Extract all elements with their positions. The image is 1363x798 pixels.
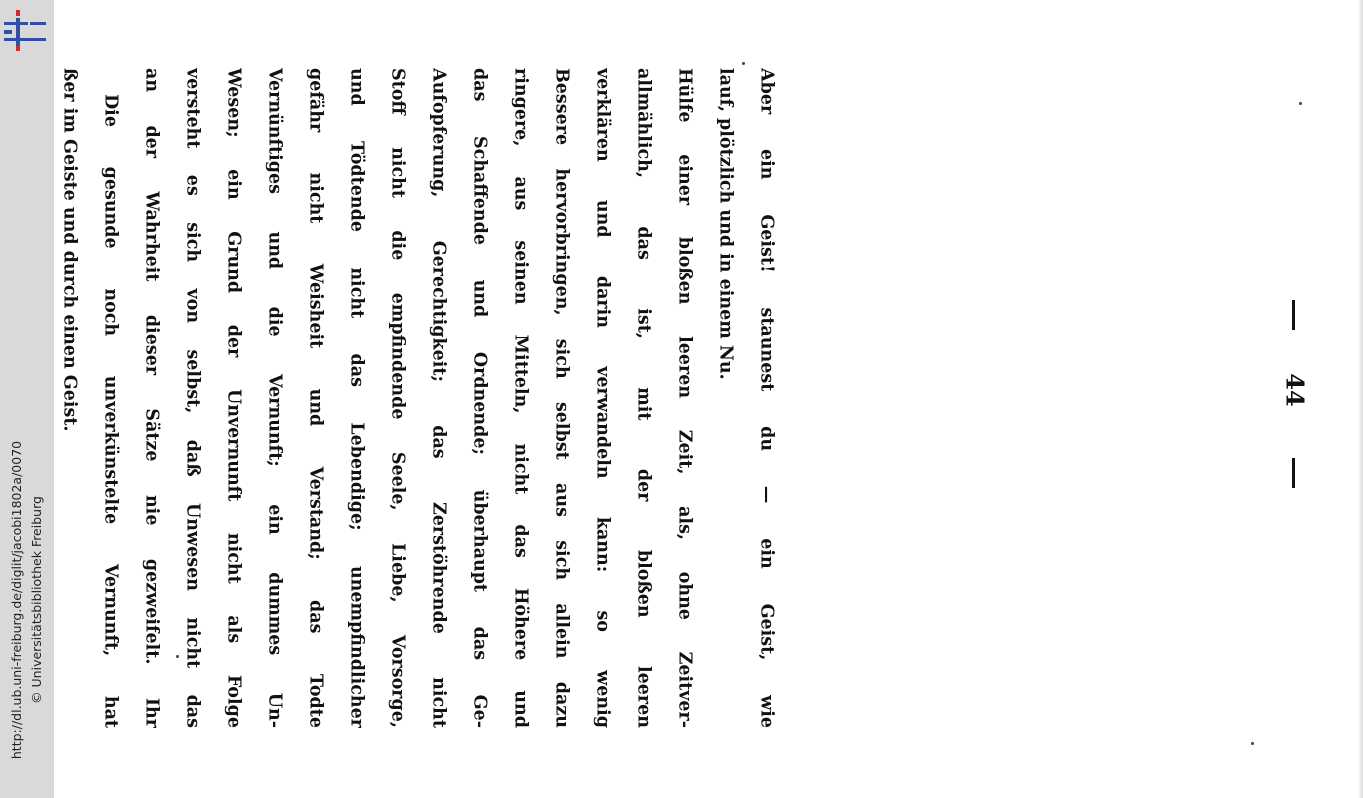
text-line: Stoff nicht die empfindende Seele, Liebe, Vorsorge, <box>387 68 408 728</box>
page-header <box>1280 300 1310 500</box>
sidebar-caption-rotated <box>7 441 47 759</box>
text-line: Die gesunde noch unverkünstelte Vernunft, hat <box>100 94 121 728</box>
page-number: 44 <box>1280 373 1310 407</box>
scan-speck <box>176 655 179 658</box>
scan-speck <box>1299 102 1302 105</box>
source-url[interactable]: http://dl.ub.uni-freiburg.de/diglit/jacobi1802a/0070 <box>9 440 24 760</box>
library-logo-icon <box>2 8 48 52</box>
scanned-page <box>54 0 1363 798</box>
text-line: allmählich, das ist, mit der bloßen leeren <box>633 68 654 728</box>
scan-speck <box>1251 742 1254 745</box>
header-dash-left <box>1292 300 1295 330</box>
page-body-text <box>54 68 787 728</box>
text-line: das Schaffende und Ordnende; überhaupt das Ge- <box>469 68 490 728</box>
text-line: ringere, aus seinen Mitteln, nicht das Höhere und <box>510 68 531 728</box>
text-line: ßer im Geiste und durch einen Geist. <box>59 68 80 432</box>
text-line: versteht es sich von selbst, daß Unwesen nicht das <box>182 68 203 728</box>
text-line: an der Wahrheit dieser Sätze nie gezweifelt. Ihr <box>141 68 162 728</box>
header-dash-right <box>1292 458 1295 488</box>
text-line: Vernünftiges und die Vernunft; ein dummes Un- <box>264 68 285 728</box>
text-line: und Tödtende nicht das Lebendige; unempfindlicher <box>346 68 367 728</box>
text-line: Bessere hervorbringen, sich selbst aus sich allein dazu <box>551 68 572 728</box>
text-line: Wesen; ein Grund der Unvernunft nicht als Folge <box>223 68 244 728</box>
university-library-logo-icon[interactable] <box>2 8 48 52</box>
text-line: gefähr nicht Weisheit und Verstand; das Todte <box>305 68 326 728</box>
text-line: Aber ein Geist! staunest du — ein Geist, wie <box>756 68 777 728</box>
copyright-notice: © Universitätsbibliothek Freiburg <box>29 496 44 704</box>
text-line: Hülfe einer bloßen leeren Zeit, als, ohne Zeitver- <box>674 68 695 728</box>
text-line: verklären und darin verwandeln kann: so wenig <box>592 68 613 728</box>
page-edge <box>1358 0 1363 798</box>
text-line: lauf, plötzlich und in einem Nu. <box>715 68 736 380</box>
viewer-sidebar <box>0 0 54 798</box>
text-line: Aufopferung, Gerechtigkeit; das Zerstöhrende nicht <box>428 68 449 728</box>
scan-speck <box>742 62 745 65</box>
